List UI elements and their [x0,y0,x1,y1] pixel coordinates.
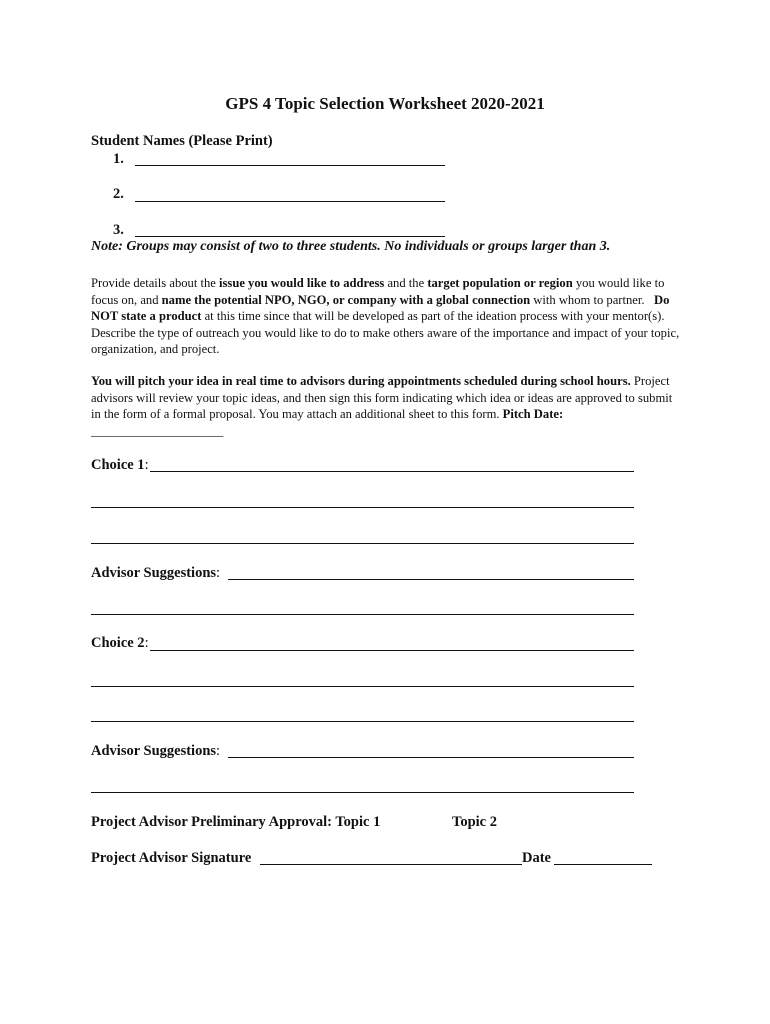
choice-1-label: Choice 1: [91,457,149,473]
advisor-suggestions-1-label: Advisor Suggestions: [91,565,221,581]
para1-text-3: you would like to focus on, and [91,276,665,307]
advisor-suggestions-2-label: Advisor Suggestions: [91,743,221,759]
para1-text-1: Provide details about the [91,276,220,290]
choice-2-line-2[interactable] [91,686,634,687]
advisor-suggestions-2-line-2[interactable] [91,792,634,793]
student-number-2: 2. [113,186,124,202]
para2-bold-pitch: You will pitch your idea in real time to advisors during appointments scheduled during school hours. [91,374,631,388]
student-names-label: Student Names (Please Print) [91,133,273,149]
choice-1-line-3[interactable] [91,543,634,544]
para1-bold-issue: issue you would like to address [219,276,385,290]
signature-label: Project Advisor Signature [91,850,252,866]
student-name-2-field[interactable] [135,201,445,202]
signature-field[interactable] [260,864,522,865]
pitch-date-field[interactable]: _____________________ [91,423,224,438]
advisor-suggestions-1-line-2[interactable] [91,614,634,615]
advisor-suggestions-1-field[interactable] [228,579,634,580]
student-name-3-field[interactable] [135,236,445,237]
date-label: Date [522,850,551,866]
para1-text-4: with whom to partner. [530,292,654,307]
para1-text-5: at this time since that will be developed as part of the ideation process with your mentor(s). Describe the type of outreach you would like to do to make others aware of the importance and impact of your topic, organization, and project. [91,309,680,356]
para2-text-1: Project advisors will review your topic ideas, and then sign this form indicating which idea or ideas are approved to submit in the form of a formal proposal. You may attach an additional sheet to this form. [91,374,673,421]
date-field[interactable] [554,864,652,865]
pitch-paragraph [91,373,681,439]
para1-text-2: and the [384,276,428,290]
pitch-date-label: Pitch Date: [502,407,564,421]
choice-1-field[interactable] [150,471,634,472]
choice-2-field[interactable] [150,650,634,651]
page-title: GPS 4 Topic Selection Worksheet 2020-2021 [225,94,545,113]
choice-2-label: Choice 2: [91,635,149,651]
student-name-1-field[interactable] [135,165,445,166]
choice-2-line-3[interactable] [91,721,634,722]
group-size-note: Note: Groups may consist of two to three students. No individuals or groups larger than 3. [91,239,611,254]
topic-2-label: Topic 2 [452,814,497,830]
para1-bold-no-product: Do NOT state a product [91,292,670,323]
student-number-1: 1. [113,151,124,167]
choice-1-line-2[interactable] [91,507,634,508]
advisor-suggestions-2-field[interactable] [228,757,634,758]
para1-bold-npo: name the potential NPO, NGO, or company with a global connection [161,292,531,307]
preliminary-approval-label: Project Advisor Preliminary Approval: Topic 1 [91,814,381,830]
student-number-3: 3. [113,222,124,238]
instructions-paragraph [91,275,681,358]
para1-bold-target: target population or region [427,276,573,290]
